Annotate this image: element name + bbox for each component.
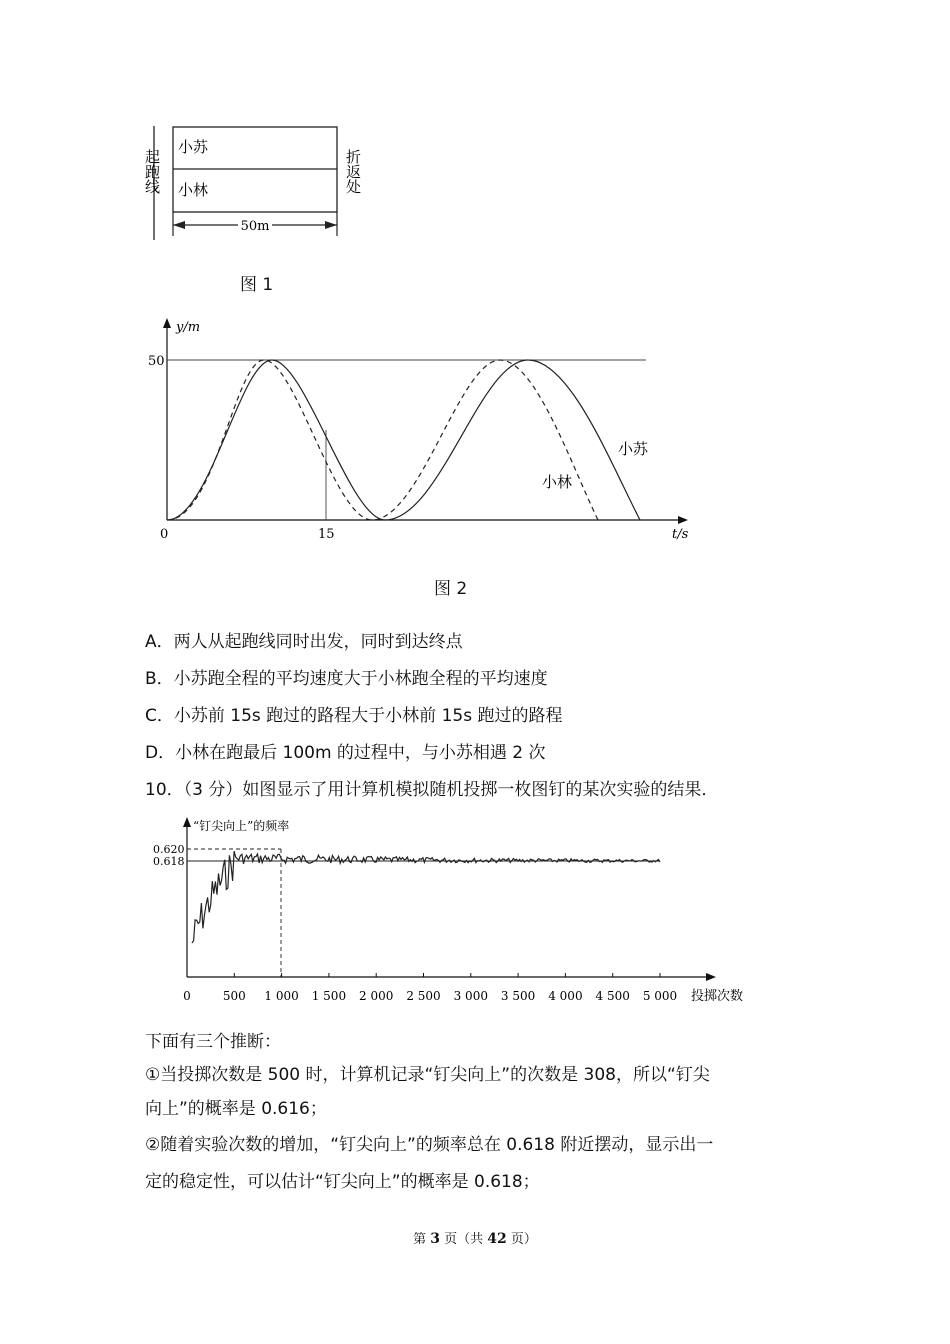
x-tick-500: 500 xyxy=(222,989,246,1003)
figure1-caption: 图 1 xyxy=(240,275,274,295)
x-axis-label: 投掷次数 xyxy=(691,989,744,1004)
inference-line-4: 定的稳定性，可以估计“钉尖向上”的概率是 0.618； xyxy=(145,1172,540,1192)
lane-top-label: 小苏 xyxy=(178,138,209,156)
x-tick-4000: 4 000 xyxy=(548,989,583,1003)
inference-line-1: ①当投掷次数是 500 时，计算机记录“钉尖向上”的次数是 308，所以“钉尖 xyxy=(145,1065,710,1085)
option-c: C．小苏前 15s 跑过的路程大于小林前 15s 跑过的路程 xyxy=(145,706,563,726)
figure2-caption: 图 2 xyxy=(434,579,468,599)
page-total: 42 xyxy=(487,1231,507,1247)
x-tick-15: 15 xyxy=(318,527,335,542)
x-tick-1500: 1 500 xyxy=(311,989,347,1003)
x-tick-1000: 1 000 xyxy=(264,989,299,1003)
x-axis-label: t/s xyxy=(672,527,689,542)
inference-intro: 下面有三个推断： xyxy=(145,1032,281,1052)
x-tick-0: 0 xyxy=(160,527,169,542)
series-frequency-line xyxy=(192,851,660,943)
x-tick-2000: 2 000 xyxy=(359,989,394,1003)
lane-bottom-label: 小林 xyxy=(178,181,209,199)
page-footer: 第 3 页（共 42 页） xyxy=(413,1231,537,1247)
option-a: A．两人从起跑线同时出发，同时到达终点 xyxy=(145,632,463,652)
option-d: D．小林在跑最后 100m 的过程中，与小苏相遇 2 次 xyxy=(145,743,546,763)
legend-xiaolin: 小林 xyxy=(542,473,573,491)
series-xiaosu-line xyxy=(167,360,640,520)
x-tick-4500: 4 500 xyxy=(595,989,630,1003)
x-tick-3500: 3 500 xyxy=(500,989,536,1003)
y-tick-0618: 0.618 xyxy=(153,855,185,868)
legend-xiaosu: 小苏 xyxy=(618,440,649,458)
figure3-chart xyxy=(153,812,765,1007)
start-line-label: 起跑线 xyxy=(143,149,161,194)
y-axis-label: y/m xyxy=(176,320,201,335)
x-tick-5000: 5 000 xyxy=(642,989,678,1003)
inference-line-2: 向上”的概率是 0.616； xyxy=(145,1099,327,1119)
question-10: 10．（3 分）如图显示了用计算机模拟随机投掷一枚图钉的某次实验的结果． xyxy=(145,780,719,800)
y-tick-50: 50 xyxy=(148,354,165,369)
turn-label: 折返处 xyxy=(344,149,362,194)
figure2-chart xyxy=(140,312,710,552)
inference-line-3: ②随着实验次数的增加，“钉尖向上”的频率总在 0.618 附近摆动，显示出一 xyxy=(145,1135,714,1155)
page-number: 3 xyxy=(430,1231,440,1247)
x-tick-2500: 2 500 xyxy=(406,989,441,1003)
x-tick-0: 0 xyxy=(183,989,191,1003)
x-tick-3000: 3 000 xyxy=(453,989,488,1003)
series-xiaolin-line xyxy=(167,360,598,520)
y-tick-0620: 0.620 xyxy=(153,843,185,856)
y-axis-label: “钉尖向上”的频率 xyxy=(193,819,290,833)
option-b: B．小苏跑全程的平均速度大于小林跑全程的平均速度 xyxy=(145,669,548,689)
distance-label: 50m xyxy=(240,219,270,234)
figure1-track-diagram xyxy=(140,118,380,248)
